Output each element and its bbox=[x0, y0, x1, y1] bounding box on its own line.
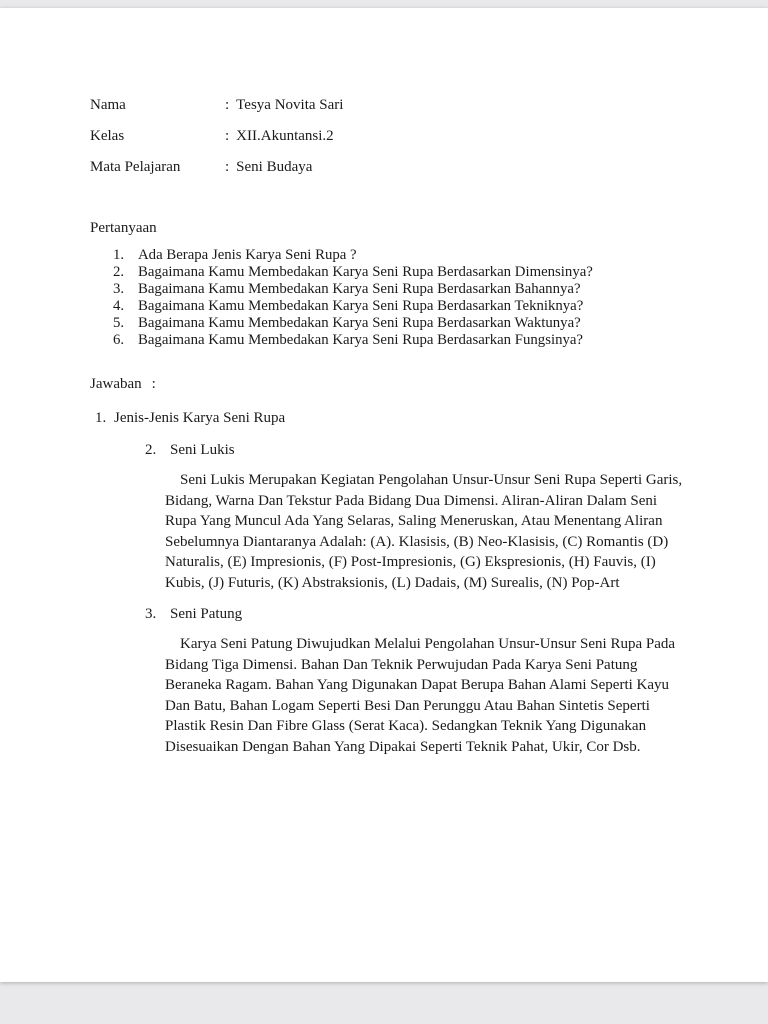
answer-heading bbox=[95, 409, 685, 428]
answers-title-separator: : bbox=[151, 376, 156, 392]
field-separator: : bbox=[225, 159, 230, 175]
question-item bbox=[113, 332, 685, 349]
questions-title: Pertanyaan bbox=[90, 220, 157, 236]
answers-title-label: Jawaban bbox=[90, 376, 142, 392]
section-number: 3. bbox=[145, 606, 157, 622]
question-item bbox=[113, 281, 685, 298]
question-number: 6. bbox=[113, 332, 125, 348]
field-row-mata-pelajaran bbox=[90, 158, 685, 177]
field-label: Nama bbox=[90, 97, 126, 113]
question-item bbox=[113, 247, 685, 264]
question-text: Bagaimana Kamu Membedakan Karya Seni Rupa Berdasarkan Waktunya? bbox=[138, 315, 581, 331]
question-number: 3. bbox=[113, 281, 125, 297]
question-text: Bagaimana Kamu Membedakan Karya Seni Rupa Berdasarkan Fungsinya? bbox=[138, 332, 584, 348]
field-row-kelas bbox=[90, 127, 685, 146]
section-title: Seni Patung bbox=[170, 606, 243, 622]
answer-heading-text: Jenis-Jenis Karya Seni Rupa bbox=[114, 410, 286, 426]
question-item bbox=[113, 315, 685, 332]
question-number: 1. bbox=[113, 247, 125, 263]
document-page bbox=[0, 8, 768, 982]
field-value: Tesya Novita Sari bbox=[236, 97, 344, 113]
question-text: Bagaimana Kamu Membedakan Karya Seni Rupa Berdasarkan Dimensinya? bbox=[138, 264, 593, 280]
question-number: 4. bbox=[113, 298, 125, 314]
section-heading-seni-patung bbox=[145, 605, 685, 624]
field-separator: : bbox=[225, 128, 230, 144]
section-heading-seni-lukis bbox=[145, 441, 685, 460]
question-text: Bagaimana Kamu Membedakan Karya Seni Rupa Berdasarkan Tekniknya? bbox=[138, 298, 584, 314]
answer-heading-number: 1. bbox=[95, 410, 107, 426]
header-fields bbox=[90, 96, 685, 177]
section-body-seni-patung: Karya Seni Patung Diwujudkan Melalui Pengolahan Unsur-Unsur Seni Rupa Pada Bidang Tiga Dimensi. Bahan Dan Teknik Perwujudan Pada Karya Seni Patung Beraneka Ragam. Bahan Yang Digunakan Dapat Berupa Bahan Alami Seperti Kayu Dan Batu, Bahan Logam Seperti Besi Dan Perunggu Atau Bahan Sintetis Seperti Plastik Resin Dan Fibre Glass (Serat Kaca). Sedangkan Teknik Yang Digunakan Disesuaikan Dengan Bahan Yang Dipakai Seperti Teknik Pahat, Ukir, Cor Dsb. bbox=[165, 636, 676, 755]
field-label: Kelas bbox=[90, 128, 125, 144]
questions-list bbox=[113, 247, 685, 349]
section-number: 2. bbox=[145, 442, 157, 458]
question-item bbox=[113, 264, 685, 281]
section-body-seni-lukis: Seni Lukis Merupakan Kegiatan Pengolahan Unsur-Unsur Seni Rupa Seperti Garis, Bidang, Warna Dan Tekstur Pada Bidang Dua Dimensi. Aliran-Aliran Dalam Seni Rupa Yang Muncul Ada Yang Selaras, Saling Meneruskan, Atau Menentang Aliran Sebelumnya Diantaranya Adalah: (A). Klasisis, (B) Neo-Klasisis, (C) Romantis (D) Naturalis, (E) Impresionis, (F) Post-Impresionis, (G) Ekspresionis, (H) Fauvis, (I) Kubis, (J) Futuris, (K) Abstraksionis, (L) Dadais, (M) Surealis, (N) Pop-Art bbox=[165, 472, 683, 591]
field-separator: : bbox=[225, 97, 230, 113]
field-value: Seni Budaya bbox=[236, 159, 313, 175]
field-row-nama bbox=[90, 96, 685, 115]
question-text: Bagaimana Kamu Membedakan Karya Seni Rupa Berdasarkan Bahannya? bbox=[138, 281, 581, 297]
question-text: Ada Berapa Jenis Karya Seni Rupa ? bbox=[138, 247, 357, 263]
section-title: Seni Lukis bbox=[170, 442, 235, 458]
question-number: 2. bbox=[113, 264, 125, 280]
question-item bbox=[113, 298, 685, 315]
answers-title bbox=[90, 375, 685, 394]
question-number: 5. bbox=[113, 315, 125, 331]
field-value: XII.Akuntansi.2 bbox=[236, 128, 334, 144]
field-label: Mata Pelajaran bbox=[90, 159, 181, 175]
